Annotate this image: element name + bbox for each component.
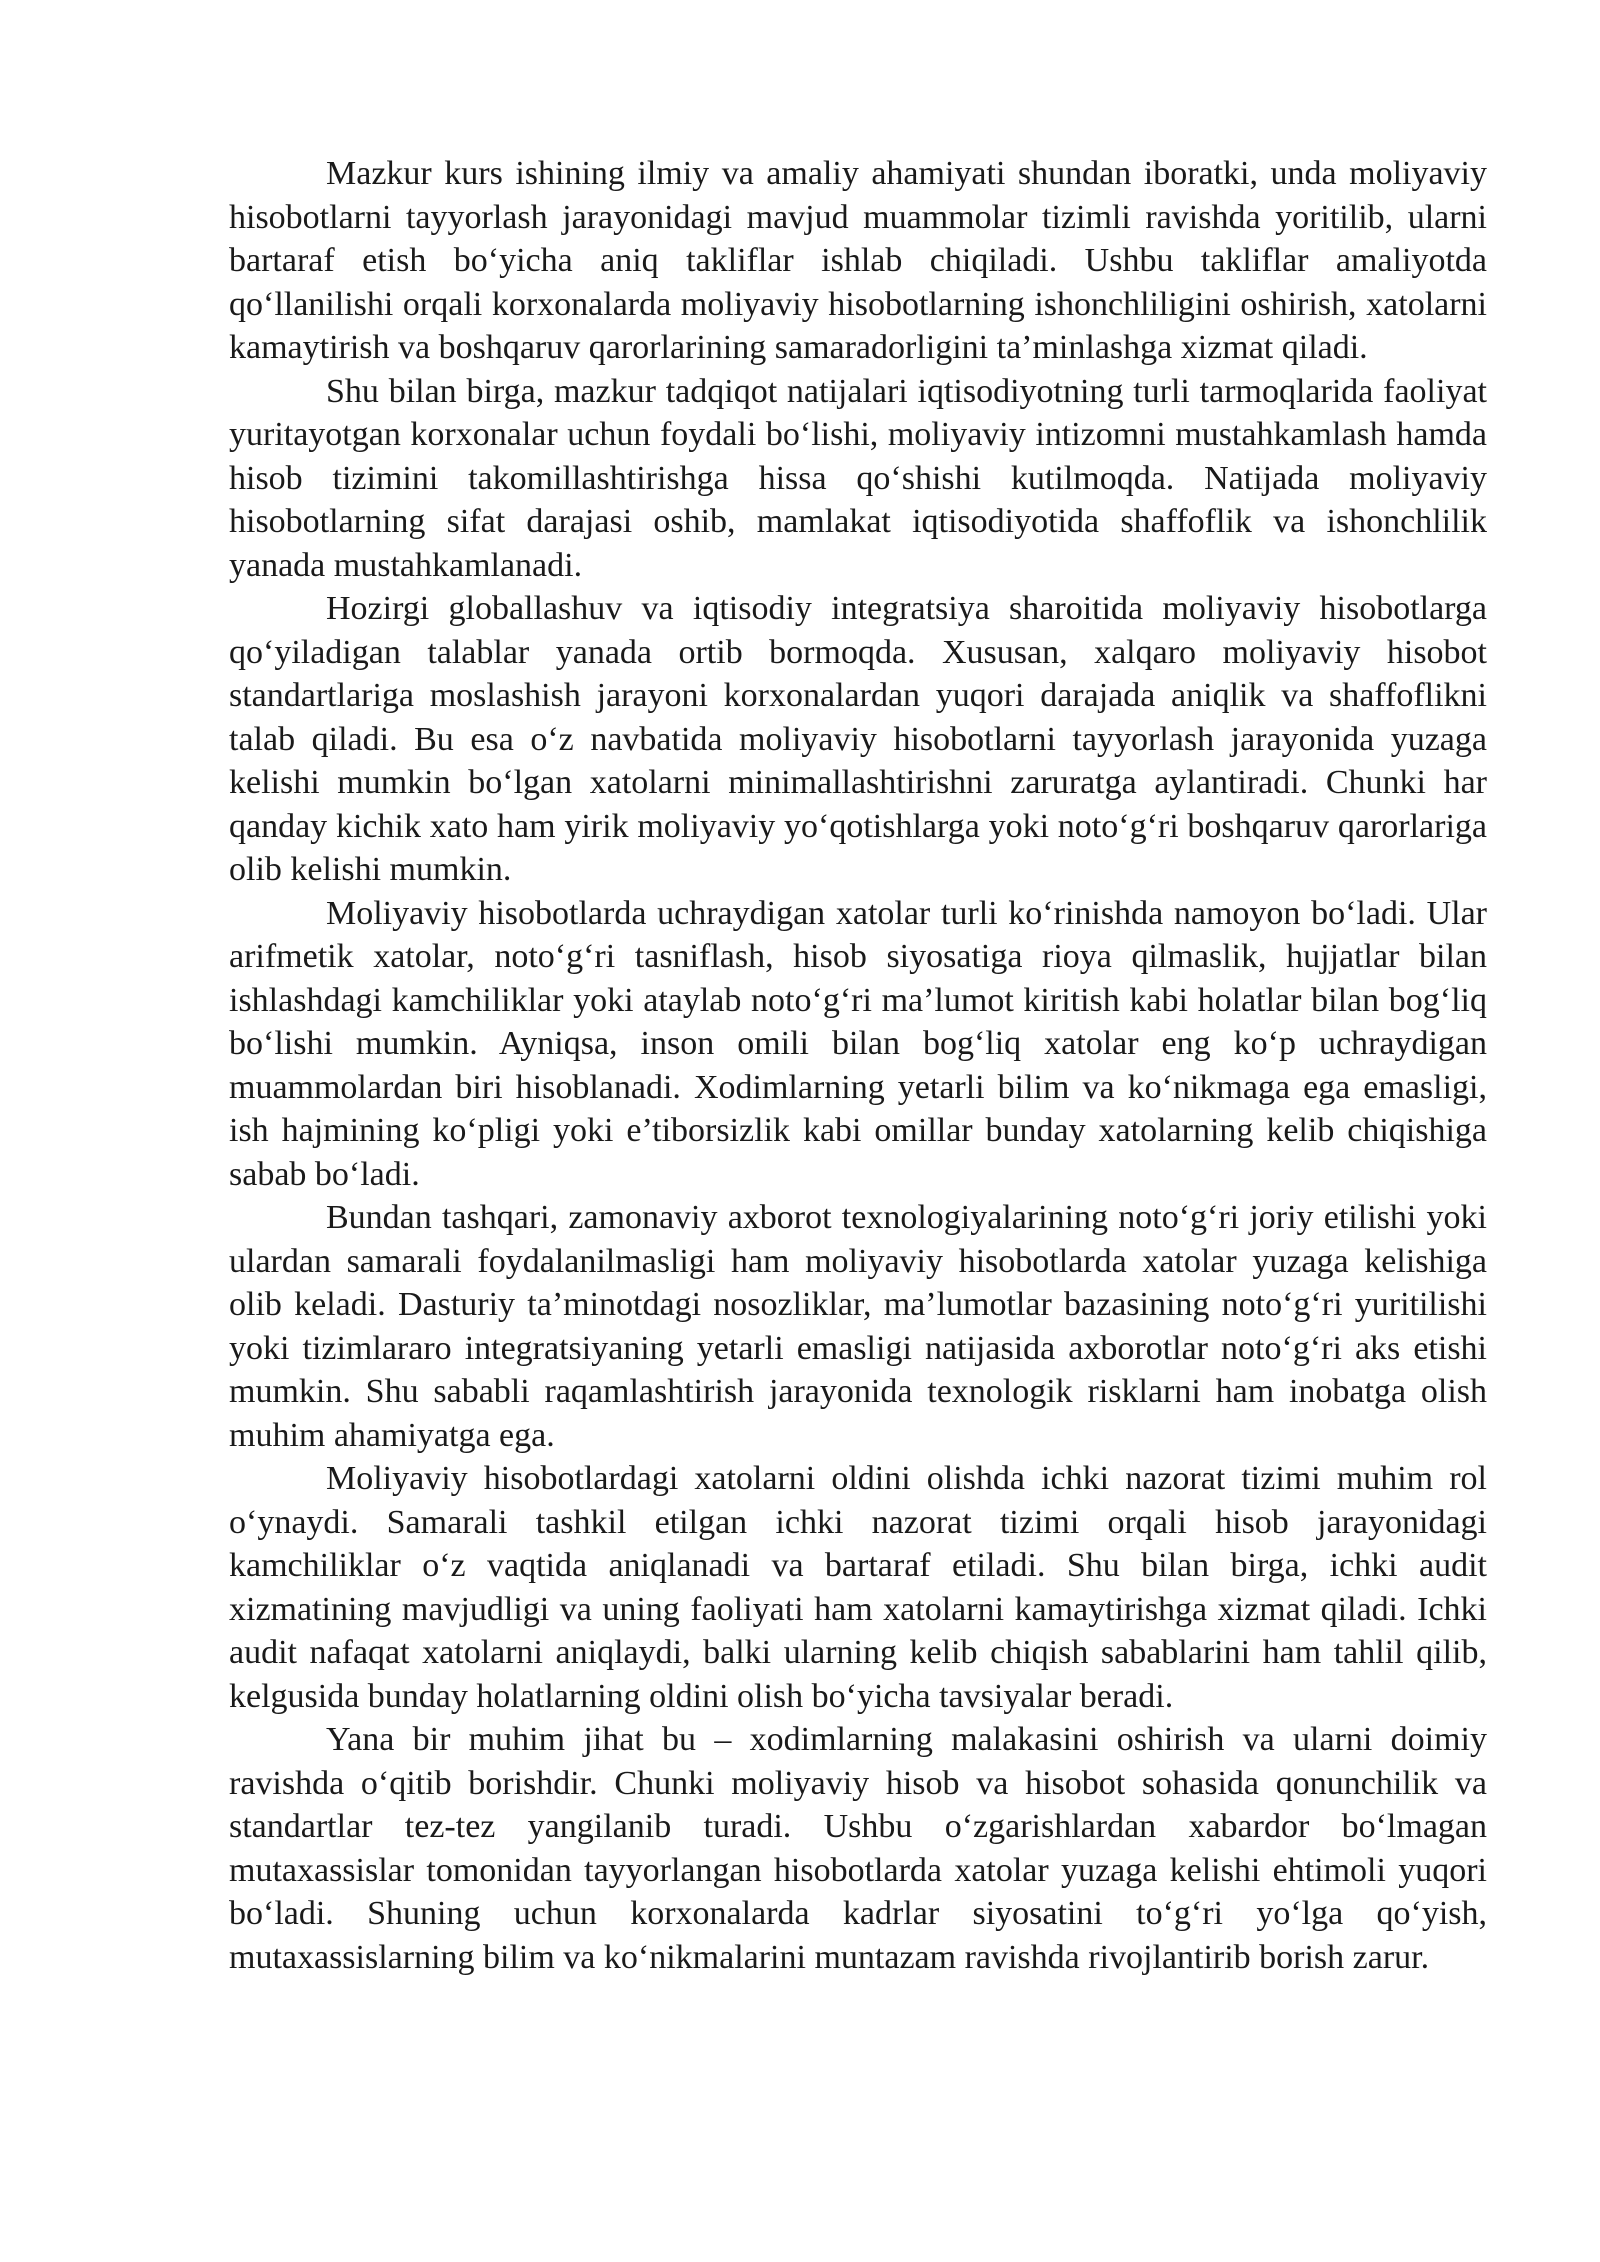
paragraph: Yana bir muhim jihat bu – xodimlarning malakasini oshirish va ularni doimiy ravishda o‘qitib borishdir. Chunki moliyaviy hisob va hisobot sohasida qonunchilik va standartlar tez-tez yangilanib turadi. Ushbu o‘zgarishlardan xabardor bo‘lmagan mutaxassislar tomonidan tayyorlangan hisobotlarda xatolar yuzaga kelishi ehtimoli yuqori bo‘ladi. Shuning uchun korxonalarda kadrlar siyosatini to‘g‘ri yo‘lga qo‘yish, mutaxassislarning bilim va ko‘nikmalarini muntazam ravishda rivojlantirib borish zarur. xyxy=(229,1721,1487,1976)
paragraph: Bundan tashqari, zamonaviy axborot texnologiyalarining noto‘g‘ri joriy etilishi yoki ulardan samarali foydalanilmasligi ham moliyaviy hisobotlarda xatolar yuzaga kelishiga olib keladi. Dasturiy ta’minotdagi nosozliklar, ma’lumotlar bazasining noto‘g‘ri yuritilishi yoki tizimlararo integratsiyaning yetarli emasligi natijasida axborotlar noto‘g‘ri aks etishi mumkin. Shu sababli raqamlashtirish jarayonida texnologik risklarni ham inobatga olish muhim ahamiyatga ega. xyxy=(229,1199,1487,1454)
paragraph: Moliyaviy hisobotlarda uchraydigan xatolar turli ko‘rinishda namoyon bo‘ladi. Ular arifmetik xatolar, noto‘g‘ri tasniflash, hisob siyosatiga rioya qilmaslik, hujjatlar bilan ishlashdagi kamchiliklar yoki ataylab noto‘g‘ri ma’lumot kiritish kabi holatlar bilan bog‘liq bo‘lishi mumkin. Ayniqsa, inson omili bilan bog‘liq xatolar eng ko‘p uchraydigan muammolardan biri hisoblanadi. Xodimlarning yetarli bilim va ko‘nikmaga ega emasligi, ish hajmining ko‘pligi yoki e’tiborsizlik kabi omillar bunday xatolarning kelib chiqishiga sabab bo‘ladi. xyxy=(229,894,1487,1193)
paragraph: Hozirgi globallashuv va iqtisodiy integratsiya sharoitida moliyaviy hisobotlarga qo‘yiladigan talablar yanada ortib bormoqda. Xususan, xalqaro moliyaviy hisobot standartlariga moslashish jarayoni korxonalardan yuqori darajada aniqlik va shaffoflikni talab qiladi. Bu esa o‘z navbatida moliyaviy hisobotlarni tayyorlash jarayonida yuzaga kelishi mumkin bo‘lgan xatolarni minimallashtirishni zaruratga aylantiradi. Chunki har qanday kichik xato ham yirik moliyaviy yo‘qotishlarga yoki noto‘g‘ri boshqaruv qarorlariga olib kelishi mumkin. xyxy=(229,590,1487,888)
paragraph: Moliyaviy hisobotlardagi xatolarni oldini olishda ichki nazorat tizimi muhim rol o‘ynaydi. Samarali tashkil etilgan ichki nazorat tizimi orqali hisob jarayonidagi kamchiliklar o‘z vaqtida aniqlanadi va bartaraf etiladi. Shu bilan birga, ichki audit xizmatining mavjudligi va uning faoliyati ham xatolarni kamaytirishga xizmat qiladi. Ichki audit nafaqat xatolarni aniqlaydi, balki ularning kelib chiqish sabablarini ham tahlil qilib, kelgusida bunday holatlarning oldini olish bo‘yicha tavsiyalar beradi. xyxy=(229,1460,1487,1715)
paragraph: Mazkur kurs ishining ilmiy va amaliy ahamiyati shundan iboratki, unda moliyaviy hisobotlarni tayyorlash jarayonidagi mavjud muammolar tizimli ravishda yoritilib, ularni bartaraf etish bo‘yicha aniq takliflar ishlab chiqiladi. Ushbu takliflar amaliyotda qo‘llanilishi orqali korxonalarda moliyaviy hisobotlarning ishonchliligini oshirish, xatolarni kamaytirish va boshqaruv qarorlarining samaradorligini ta’minlashga xizmat qiladi. xyxy=(229,155,1487,366)
document-body xyxy=(229,152,1487,1979)
paragraph: Shu bilan birga, mazkur tadqiqot natijalari iqtisodiyotning turli tarmoqlarida faoliyat yuritayotgan korxonalar uchun foydali bo‘lishi, moliyaviy intizomni mustahkamlash hamda hisob tizimini takomillashtirishga hissa qo‘shishi kutilmoqda. Natijada moliyaviy hisobotlarning sifat darajasi oshib, mamlakat iqtisodiyotida shaffoflik va ishonchlilik yanada mustahkamlanadi. xyxy=(229,372,1487,584)
